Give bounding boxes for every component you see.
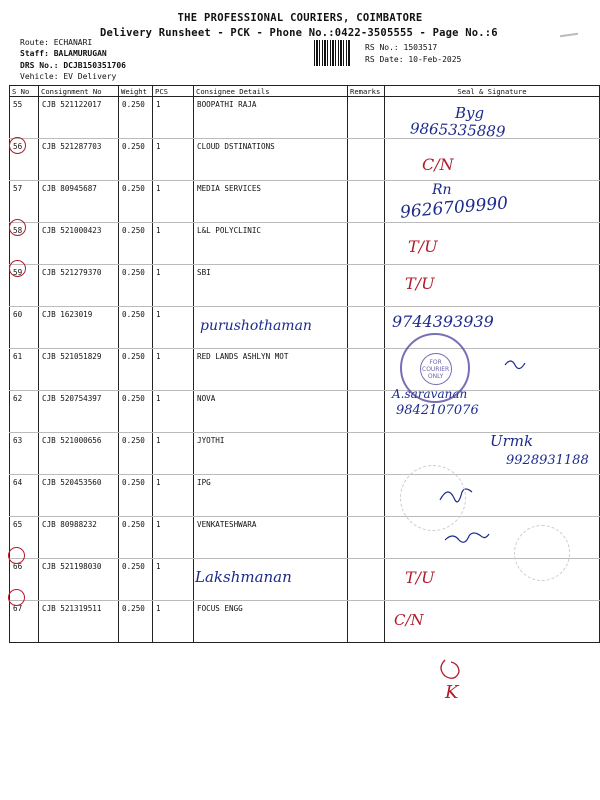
cell-sno: 66	[10, 559, 39, 601]
cell-pcs: 1	[153, 559, 194, 601]
handwriting-bottom-mark: K	[445, 682, 459, 703]
cell-remarks	[348, 139, 385, 181]
bottom-red-circle-mark	[441, 660, 459, 678]
handwriting-r67-note: C/N	[394, 611, 424, 629]
handwriting-r59-note: T/U	[405, 274, 435, 293]
cell-pcs: 1	[153, 517, 194, 559]
handwriting-r56-note: C/N	[422, 155, 454, 174]
cell-consignment: CJB 80945687	[39, 181, 119, 223]
cell-consignee: CLOUD DSTINATIONS	[194, 139, 348, 181]
courier-stamp	[400, 333, 470, 403]
cell-consignment: CJB 80988232	[39, 517, 119, 559]
cell-consignee: VENKATESHWARA	[194, 517, 348, 559]
cell-remarks	[348, 349, 385, 391]
cell-pcs: 1	[153, 475, 194, 517]
table-row	[10, 391, 600, 433]
cell-sno: 55	[10, 97, 39, 139]
col-pcs: PCS	[153, 86, 194, 97]
cell-sno: 57	[10, 181, 39, 223]
cell-consignment: CJB 521319511	[39, 601, 119, 643]
page-subtitle: Delivery Runsheet - PCK - Phone No.:0422-3505555 - Page No.:6	[100, 27, 498, 39]
cell-pcs: 1	[153, 307, 194, 349]
row-circle-56	[9, 137, 26, 154]
table-row	[10, 97, 600, 139]
cell-consignment: CJB 521198030	[39, 559, 119, 601]
faint-stamp	[514, 525, 570, 581]
cell-remarks	[348, 307, 385, 349]
cell-remarks	[348, 517, 385, 559]
cell-remarks	[348, 97, 385, 139]
vehicle-label: Vehicle: EV Delivery	[20, 72, 117, 81]
cell-consignment: CJB 521122017	[39, 97, 119, 139]
route-label: Route: ECHANARI	[20, 38, 93, 47]
cell-weight: 0.250	[119, 181, 153, 223]
cell-consignee: NOVA	[194, 391, 348, 433]
cell-weight: 0.250	[119, 97, 153, 139]
cell-remarks	[348, 265, 385, 307]
table-header-row	[10, 86, 600, 97]
table-row	[10, 475, 600, 517]
cell-pcs: 1	[153, 139, 194, 181]
handwriting-r60-phone: 9744393939	[392, 312, 494, 331]
handwriting-r63-phone: 9928931188	[506, 453, 589, 468]
cell-consignee: FOCUS ENGG	[194, 601, 348, 643]
cell-sno: 65	[10, 517, 39, 559]
cell-pcs: 1	[153, 97, 194, 139]
handwriting-r58-note: T/U	[408, 237, 438, 256]
cell-pcs: 1	[153, 601, 194, 643]
table-row	[10, 601, 600, 643]
cell-sno: 60	[10, 307, 39, 349]
cell-sno: 56	[10, 139, 39, 181]
cell-consignment: CJB 521279370	[39, 265, 119, 307]
cell-sno: 62	[10, 391, 39, 433]
cell-consignment: CJB 521051829	[39, 349, 119, 391]
faint-stamp	[400, 465, 466, 531]
cell-weight: 0.250	[119, 223, 153, 265]
cell-consignee: MEDIA SERVICES	[194, 181, 348, 223]
cell-remarks	[348, 559, 385, 601]
cell-sno: 59	[10, 265, 39, 307]
row-circle-66	[8, 547, 25, 564]
drs-label: DRS No.: DCJB150351706	[20, 61, 126, 70]
cell-remarks	[348, 601, 385, 643]
cell-remarks	[348, 181, 385, 223]
table-row	[10, 139, 600, 181]
runsheet-table	[9, 85, 600, 643]
cell-consignee: JYOTHI	[194, 433, 348, 475]
cell-pcs: 1	[153, 349, 194, 391]
cell-pcs: 1	[153, 223, 194, 265]
table-row	[10, 223, 600, 265]
handwriting-r57-sig: Rn	[432, 182, 452, 198]
cell-pcs: 1	[153, 391, 194, 433]
handwriting-r55-sig: Byg	[455, 104, 485, 122]
cell-sno: 67	[10, 601, 39, 643]
cell-weight: 0.250	[119, 559, 153, 601]
rs-date-label: RS Date: 10-Feb-2025	[365, 55, 462, 64]
barcode	[314, 40, 350, 66]
table-row	[10, 559, 600, 601]
handwriting-r60-name: purushothaman	[200, 318, 312, 334]
courier-stamp-text: FOR COURIER ONLY	[422, 359, 450, 380]
col-signature: Seal & Signature	[385, 86, 600, 97]
cell-pcs: 1	[153, 181, 194, 223]
cell-consignee: BOOPATHI RAJA	[194, 97, 348, 139]
cell-remarks	[348, 223, 385, 265]
cell-remarks	[348, 433, 385, 475]
corner-mark	[560, 33, 578, 37]
cell-weight: 0.250	[119, 475, 153, 517]
cell-signature	[385, 139, 600, 181]
cell-consignment: CJB 1623019	[39, 307, 119, 349]
cell-pcs: 1	[153, 265, 194, 307]
cell-consignee: L&L POLYCLINIC	[194, 223, 348, 265]
cell-sno: 61	[10, 349, 39, 391]
handwriting-r63-sig: Urmk	[490, 432, 534, 450]
col-weight: Weight	[119, 86, 153, 97]
cell-consignee: SBI	[194, 265, 348, 307]
cell-sno: 58	[10, 223, 39, 265]
cell-remarks	[348, 475, 385, 517]
table-row	[10, 517, 600, 559]
handwriting-r57-phone: 9626709990	[399, 193, 509, 223]
table-row	[10, 349, 600, 391]
cell-weight: 0.250	[119, 433, 153, 475]
cell-consignee: RED LANDS ASHLYN MOT	[194, 349, 348, 391]
cell-weight: 0.250	[119, 349, 153, 391]
col-remarks: Remarks	[348, 86, 385, 97]
row-circle-58	[9, 219, 26, 236]
handwriting-r62-phone: 9842107076	[396, 403, 479, 418]
cell-weight: 0.250	[119, 517, 153, 559]
col-sno: S No	[10, 86, 39, 97]
row-circle-67	[8, 589, 25, 606]
cell-weight: 0.250	[119, 139, 153, 181]
cell-sno: 64	[10, 475, 39, 517]
cell-consignee: IPG	[194, 475, 348, 517]
rs-no-label: RS No.: 1503517	[365, 43, 438, 52]
cell-consignment: CJB 520754397	[39, 391, 119, 433]
cell-weight: 0.250	[119, 307, 153, 349]
cell-sno: 63	[10, 433, 39, 475]
cell-consignment: CJB 521287703	[39, 139, 119, 181]
handwriting-r66-name: Lakshmanan	[195, 568, 292, 586]
cell-pcs: 1	[153, 433, 194, 475]
cell-remarks	[348, 391, 385, 433]
row-circle-59	[9, 260, 26, 277]
cell-weight: 0.250	[119, 601, 153, 643]
handwriting-r66-note: T/U	[405, 568, 435, 587]
cell-consignment: CJB 521000423	[39, 223, 119, 265]
table-row	[10, 265, 600, 307]
staff-label: Staff: BALAMURUGAN	[20, 49, 107, 58]
col-consignee: Consignee Details	[194, 86, 348, 97]
handwriting-r55-phone: 9865335889	[409, 119, 506, 141]
table-row	[10, 181, 600, 223]
page-title: THE PROFESSIONAL COURIERS, COIMBATORE	[177, 12, 423, 24]
cell-consignment: CJB 521000656	[39, 433, 119, 475]
col-consignment: Consignment No	[39, 86, 119, 97]
handwriting-r62-name: A.saravanan	[392, 387, 468, 401]
cell-weight: 0.250	[119, 265, 153, 307]
cell-weight: 0.250	[119, 391, 153, 433]
cell-consignment: CJB 520453560	[39, 475, 119, 517]
